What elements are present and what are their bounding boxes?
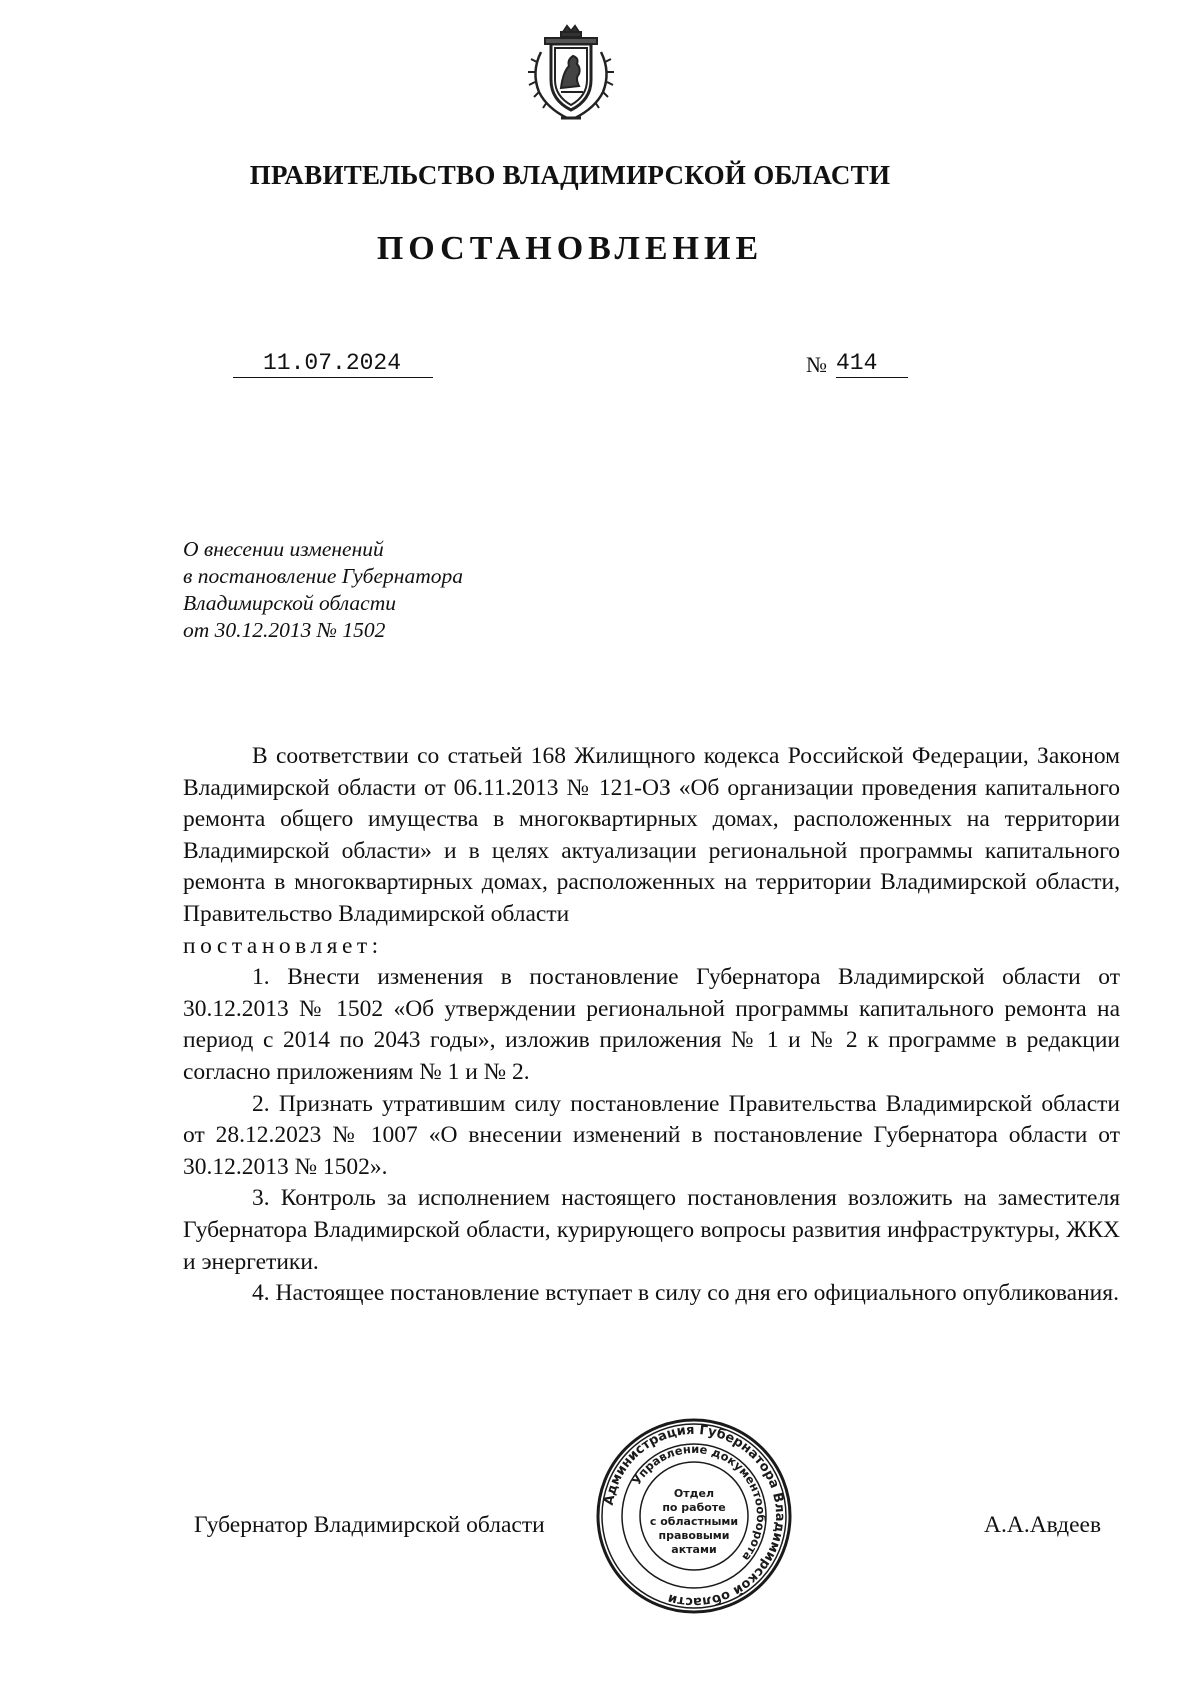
document-subject bbox=[183, 536, 463, 644]
preamble-paragraph: В соответствии со статьей 168 Жилищного кодекса Российской Федерации, Законом Владимирской области от 06.11.2013 № 121-ОЗ «Об организации проведения капитального ремонта общего имущества в многоквартирных домах, расположенных на территории Владимирской области» и в целях актуализации региональной программы капитального ремонта в многоквартирных домах, расположенных на территории Владимирской области, Правительство Владимирской области bbox=[183, 743, 1120, 927]
item-2-paragraph: 2. Признать утратившим силу постановление Правительства Владимирской области от 28.12.2023 № 1007 «О внесении изменений в постановление Губернатора области от 30.12.2013 № 1502». bbox=[183, 1090, 1120, 1180]
stamp-center-line: актами bbox=[671, 1543, 717, 1556]
document-body bbox=[183, 741, 1120, 1310]
signatory-name: А.А.Авдеев bbox=[984, 1512, 1102, 1538]
stamp-center-line: правовыми bbox=[658, 1529, 730, 1542]
item-3-paragraph: 3. Контроль за исполнением настоящего постановления возложить на заместителя Губернатора Владимирской области, курирующего вопросы развития инфраструктуры, ЖКХ и энергетики. bbox=[183, 1185, 1120, 1275]
subject-line: О внесении изменений bbox=[183, 537, 384, 561]
organization-title: ПРАВИТЕЛЬСТВО ВЛАДИМИРСКОЙ ОБЛАСТИ bbox=[249, 160, 891, 190]
subject-line: от 30.12.2013 № 1502 bbox=[183, 618, 386, 642]
document-type-title: ПОСТАНОВЛЕНИЕ bbox=[376, 230, 764, 267]
signatory-title: Губернатор Владимирской области bbox=[194, 1512, 545, 1538]
stamp-center-line: Отдел bbox=[673, 1487, 715, 1500]
document-date: 11.07.2024 bbox=[233, 350, 433, 378]
stamp-inner-text: Управление документооборота bbox=[629, 1441, 769, 1564]
document-number-label: № bbox=[806, 352, 827, 377]
official-stamp bbox=[595, 1417, 793, 1615]
stamp-outer-text: Администрация Губернатора Владимирской области bbox=[601, 1422, 788, 1610]
stamp-center-line: с областными bbox=[649, 1515, 739, 1528]
decree-word-text: постановляет: bbox=[183, 932, 383, 959]
subject-line: Владимирской области bbox=[183, 591, 396, 615]
stamp-center-line: по работе bbox=[662, 1501, 726, 1514]
decree-word bbox=[183, 931, 1120, 963]
item-4-paragraph: 4. Настоящее постановление вступает в силу со дня его официального опубликования. bbox=[252, 1280, 1119, 1307]
coat-of-arms-icon bbox=[517, 22, 625, 130]
document-number: 414 bbox=[836, 350, 908, 378]
subject-line: в постановление Губернатора bbox=[183, 564, 463, 588]
item-1-paragraph: 1. Внести изменения в постановление Губернатора Владимирской области от 30.12.2013 № 1502 «Об утверждении региональной программы капитального ремонта на период с 2014 по 2043 годы», изложив приложения № 1 и № 2 к программе в редакции согласно приложениям № 1 и № 2. bbox=[183, 964, 1120, 1085]
